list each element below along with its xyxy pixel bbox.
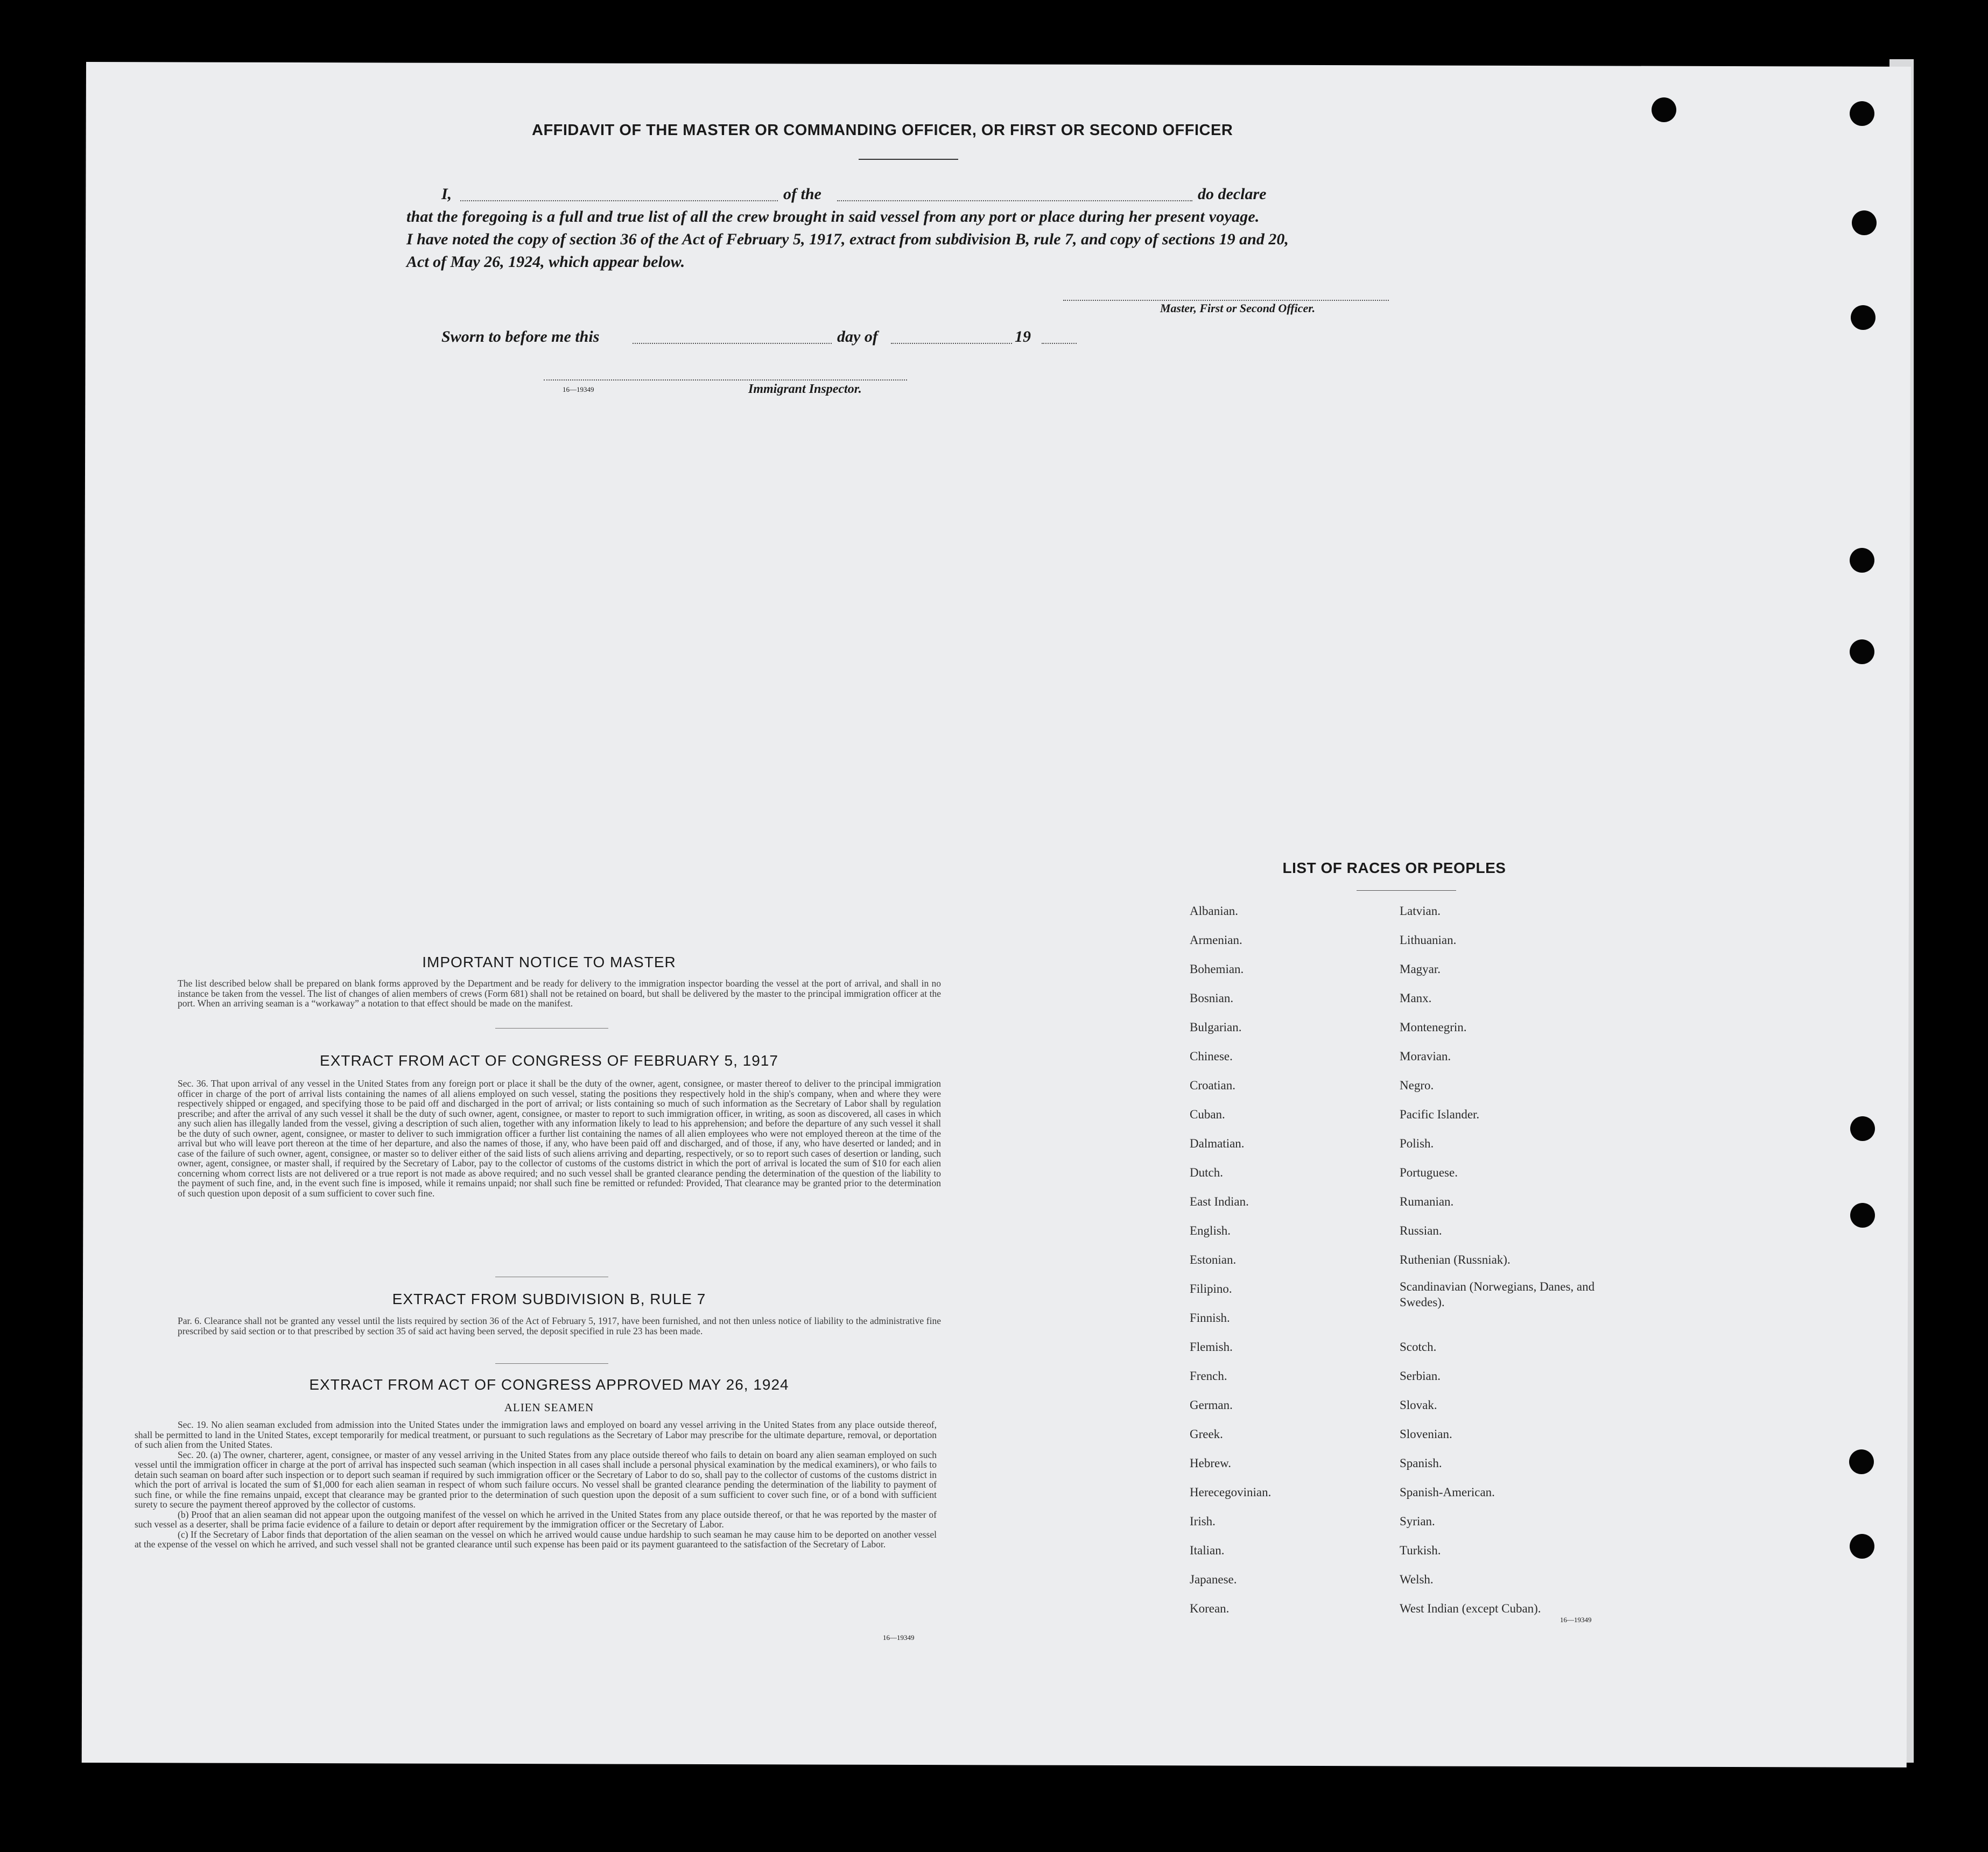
races-form-number: 16—19349	[1560, 1616, 1592, 1624]
race-item: Serbian.	[1400, 1369, 1441, 1383]
race-item: Bosnian.	[1190, 991, 1234, 1005]
race-item: Bulgarian.	[1190, 1020, 1242, 1034]
race-item: Herecegovinian.	[1190, 1485, 1272, 1499]
declaration-of-the: of the	[783, 185, 821, 203]
race-item: Hebrew.	[1190, 1456, 1232, 1470]
extract-1924-subtitle: ALIEN SEAMEN	[504, 1401, 594, 1414]
sec-19-text: Sec. 19. No alien seaman excluded from admission into the United States under the immigration laws and employed on board any vessel arriving in the United States from any place outside thereof, shall be permitted to land in the United States, except temporarily for medical treatment, or pursuant to such regulations as the Secretary of Labor may prescribe for the ultimate departure, removal, or deportation of such alien from the United States.	[135, 1419, 937, 1450]
sworn-month-blank[interactable]	[891, 343, 1012, 344]
race-item: Moravian.	[1400, 1050, 1451, 1063]
sworn-year: 19	[1015, 328, 1031, 346]
race-item: Ruthenian (Russniak).	[1400, 1253, 1511, 1266]
race-item: Spanish.	[1400, 1456, 1442, 1470]
punch-hole	[1850, 1116, 1875, 1141]
title-underline	[859, 159, 958, 160]
declaration-line-3: I have noted the copy of section 36 of the Act of February 5, 1917, extract from subdivision B, rule 7, and copy of sections 19 and 20,	[406, 230, 1289, 248]
race-item: Korean.	[1190, 1602, 1230, 1615]
race-item: Finnish.	[1190, 1311, 1230, 1325]
race-item: Bohemian.	[1190, 962, 1244, 976]
race-item: Dutch.	[1190, 1166, 1223, 1179]
race-item: Turkish.	[1400, 1544, 1441, 1557]
inspector-signature-line[interactable]	[544, 379, 907, 381]
punch-hole	[1850, 548, 1874, 573]
sworn-prefix: Sworn to before me this	[441, 328, 600, 346]
race-item: Manx.	[1400, 991, 1432, 1005]
race-item: Greek.	[1190, 1427, 1223, 1441]
race-item: Dalmatian.	[1190, 1137, 1245, 1150]
sec-20a-text: Sec. 20. (a) The owner, charterer, agent, consignee, or master of any vessel arriving in the United States from any place outside thereof who fails to detain on board any alien seaman employed on such vessel until the immigration officer in charge at the port of arrival has inspected such seaman (which inspection in all cases shall include a personal physical examination by the medical examiners), or who fails to detain such seaman on board after such inspection or to deport such seaman if required by such immigration officer or the Secretary of Labor to do so, shall pay to the collector of customs of the customs district in which the port of arrival is located the sum of $1,000 for each alien seaman in respect of whom such failure occurs. No vessel shall be granted clearance pending the determination of the liability to payment of such fine, or while the fine remains unpaid, except that clearance may be granted prior to the determination of such question upon the deposit of a sum sufficient to cover such fine, or of a bond with sufficient surety to secure the payment thereof approved by the collector of customs.	[135, 1449, 937, 1510]
extract-rule7-body: Par. 6. Clearance shall not be granted any vessel until the lists required by section 36 of the Act of February 5, 1917, have been furnished, and not then unless notice of liability to the administrative fine prescribed by said section or to that prescribed by section 35 of said act having been served, the deposit specified in rule 23 has been made.	[178, 1315, 941, 1336]
punch-hole	[1851, 305, 1875, 330]
declaration-block	[406, 183, 1410, 273]
affidavit-title: AFFIDAVIT OF THE MASTER OR COMMANDING OFFICER, OR FIRST OR SECOND OFFICER	[532, 122, 1233, 139]
races-title: LIST OF RACES OR PEOPLES	[1282, 860, 1506, 876]
race-item: Chinese.	[1190, 1050, 1233, 1063]
declaration-do-declare: do declare	[1198, 185, 1267, 203]
affidavit-form-number: 16—19349	[563, 385, 594, 393]
punch-hole	[1850, 639, 1874, 664]
race-item: Croatian.	[1190, 1079, 1235, 1092]
race-item: Cuban.	[1190, 1108, 1225, 1121]
race-item: Montenegrin.	[1400, 1020, 1467, 1034]
punch-hole	[1850, 1534, 1874, 1559]
race-item: Estonian.	[1190, 1253, 1237, 1266]
extract-1924-body	[135, 1420, 937, 1550]
sec-20b-text: (b) Proof that an alien seaman did not appear upon the outgoing manifest of the vessel on which he arrived in the United States from any place outside thereof, or that he was reported by the master of such vessel as a deserter, shall be prima facie evidence of a failure to detain or deport after requirement by the immigration officer or the Secretary of Labor.	[135, 1509, 937, 1530]
race-item: Japanese.	[1190, 1573, 1237, 1586]
name-blank[interactable]	[460, 200, 778, 201]
race-item: Magyar.	[1400, 962, 1441, 976]
race-item: West Indian (except Cuban).	[1400, 1602, 1541, 1615]
race-item: French.	[1190, 1369, 1227, 1383]
sworn-year-blank[interactable]	[1042, 343, 1077, 344]
section-divider	[495, 1363, 608, 1364]
race-item: Rumanian.	[1400, 1195, 1454, 1208]
race-item: English.	[1190, 1224, 1231, 1237]
race-item: Latvian.	[1400, 904, 1441, 918]
inspector-caption: Immigrant Inspector.	[748, 382, 862, 396]
race-item: Flemish.	[1190, 1340, 1233, 1354]
declaration-i: I,	[441, 185, 452, 203]
race-item: German.	[1190, 1398, 1233, 1412]
race-item: Lithuanian.	[1400, 933, 1457, 947]
race-item: Welsh.	[1400, 1573, 1434, 1586]
sworn-line	[441, 326, 1195, 348]
extract-1917-body: Sec. 36. That upon arrival of any vessel in the United States from any foreign port or place it shall be the duty of the owner, agent, consignee, or master thereof to deliver to the principal immigration officer in charge of the port of arrival lists containing the names of all aliens employed on such vessel, stating the positions they respectively hold in the ship's company, when and where they were respectively shipped or engaged, and specifying those to be paid off and discharged in the port of arrival; or lists containing so much of such information as the Secretary of Labor shall by regulation prescribe; and after the arrival of any such vessel it shall be the duty of such owner, agent, consignee, or master to report to such immigration officer, in writing, as soon as discovered, all cases in which any such alien has illegally landed from the vessel, giving a description of such alien, together with any information likely to lead to his apprehension; and before the departure of any such vessel it shall be the duty of such owner, agent, consignee, or master to deliver to such immigration officer a further list containing the names of all alien employees who were not employed thereon at the time of the arrival but who will leave port thereon at the time of her departure, and also the names of those, if any, who have been paid off and discharged, and of those, if any, who have deserted or landed; and in case of the failure of such owner, agent, consignee, or master so to deliver either of the said lists of such aliens arriving and departing, respectively, or so to report such cases of desertion or landing, such owner, agent, consignee, or master shall, if required by the Secretary of Labor, pay to the collector of customs of the customs district in which the port of arrival is located the sum of $10 for each alien concerning whom correct lists are not delivered or a true report is not made as above required; and no such vessel shall be granted clearance pending the determination of the question of the liability to the payment of such fine, and, in the event such fine is imposed, while it remains unpaid; nor shall such fine be remitted or refunded: Provided, That clearance may be granted prior to the determination of such question upon deposit of a sum sufficient to cover such fine.	[178, 1078, 941, 1199]
race-item: Filipino.	[1190, 1282, 1232, 1295]
extract-1917-title: EXTRACT FROM ACT OF CONGRESS OF FEBRUARY 5, 1917	[320, 1052, 778, 1069]
race-item: East Indian.	[1190, 1195, 1249, 1208]
race-item: Scandinavian (Norwegians, Danes, and Swedes).	[1400, 1280, 1595, 1309]
race-item: Italian.	[1190, 1544, 1225, 1557]
punch-hole	[1852, 210, 1877, 235]
punch-hole	[1652, 97, 1676, 122]
race-item: Polish.	[1400, 1137, 1434, 1150]
extract-1924-title: EXTRACT FROM ACT OF CONGRESS APPROVED MAY 26, 1924	[309, 1376, 789, 1393]
sec-20c-text: (c) If the Secretary of Labor finds that deportation of the alien seaman on the vessel on which he arrived would cause undue hardship to such seaman he may cause him to be deported on another vessel at the expense of the vessel on which he arrived, and such vessel shall not be granted clearance until such expense has been paid or its payment guaranteed to the satisfaction of the Secretary of Labor.	[135, 1529, 937, 1550]
vessel-blank[interactable]	[837, 200, 1192, 201]
race-item: Russian.	[1400, 1224, 1442, 1237]
race-item: Albanian.	[1190, 904, 1239, 918]
extract-form-number: 16—19349	[883, 1633, 915, 1642]
punch-hole	[1850, 101, 1874, 126]
punch-hole	[1849, 1449, 1874, 1474]
race-item: Armenian.	[1190, 933, 1242, 947]
declaration-line-4: Act of May 26, 1924, which appear below.	[406, 253, 685, 271]
race-item: Syrian.	[1400, 1515, 1435, 1528]
race-item: Negro.	[1400, 1079, 1434, 1092]
notice-title: IMPORTANT NOTICE TO MASTER	[422, 954, 676, 970]
sworn-day-blank[interactable]	[633, 343, 832, 344]
race-item: Slovak.	[1400, 1398, 1437, 1412]
race-item: Scotch.	[1400, 1340, 1437, 1354]
punch-hole	[1850, 1203, 1875, 1228]
declaration-line-2: that the foregoing is a full and true list of all the crew brought in said vessel from any port or place during her present voyage.	[406, 208, 1260, 226]
master-signature-line[interactable]	[1063, 300, 1389, 301]
extract-rule7-title: EXTRACT FROM SUBDIVISION B, RULE 7	[392, 1291, 706, 1307]
master-caption: Master, First or Second Officer.	[1160, 301, 1316, 315]
races-title-underline	[1357, 890, 1456, 891]
notice-body: The list described below shall be prepared on blank forms approved by the Department and be ready for delivery to the immigration inspector boarding the vessel at the port of arrival, and shall in no instance be taken from the vessel. The list of changes of alien members of crews (Form 681) shall not be retained on board, but shall be delivered by the master to the principal immigration officer at the port. When an arriving seaman is a “workaway” a notation to that effect should be made on the manifest.	[178, 978, 941, 1009]
section-divider	[495, 1028, 608, 1029]
race-item: Portuguese.	[1400, 1166, 1458, 1179]
race-item: Irish.	[1190, 1515, 1216, 1528]
race-item: Pacific Islander.	[1400, 1108, 1480, 1121]
race-item: Spanish-American.	[1400, 1485, 1495, 1499]
race-item: Slovenian.	[1400, 1427, 1452, 1441]
sworn-day-of: day of	[837, 328, 878, 346]
